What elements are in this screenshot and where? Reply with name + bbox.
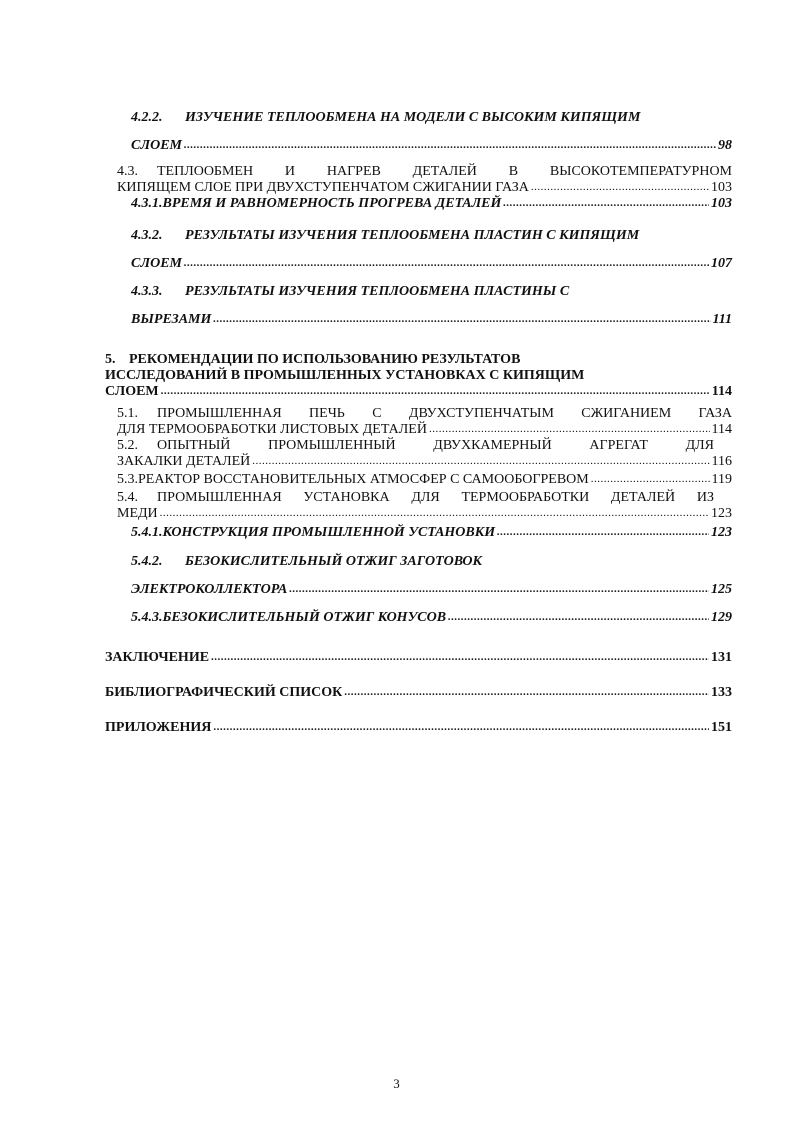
dot-leader xyxy=(213,305,710,333)
dot-leader xyxy=(591,471,710,487)
dot-leader xyxy=(160,505,709,521)
toc-entry-number: 5. xyxy=(105,352,116,367)
toc-page-number: 129 xyxy=(711,610,732,625)
toc-page-number: 119 xyxy=(711,472,732,487)
dot-leader xyxy=(503,195,709,211)
toc-entry-number: 5.3. xyxy=(117,472,138,487)
toc-entry-title-cont: СЛОЕМ xyxy=(131,138,183,153)
toc-entry-title: ОПЫТНЫЙ ПРОМЫШЛЕННЫЙ ДВУХКАМЕРНЫЙ АГРЕГАТ ДЛЯ xyxy=(157,438,714,453)
toc-entry-4-3-1[interactable] xyxy=(131,196,732,212)
toc-entry-4-3[interactable] xyxy=(117,164,732,196)
toc-page-number: 103 xyxy=(711,196,732,211)
toc-entry-number: 5.4.1. xyxy=(131,525,163,540)
toc-entry-5-4-3[interactable] xyxy=(131,604,732,632)
dot-leader xyxy=(289,575,709,603)
toc-entry-number: 4.3.3. xyxy=(131,284,163,299)
toc-entry-number: 5.4.2. xyxy=(131,554,163,569)
toc-page-number: 114 xyxy=(711,384,732,399)
toc-page-number: 98 xyxy=(718,138,732,153)
toc-page-number: 103 xyxy=(711,180,732,195)
toc-page-number: 123 xyxy=(711,506,732,521)
toc-entry-title-cont: ЗАКАЛКИ ДЕТАЛЕЙ xyxy=(117,454,251,469)
toc-entry-5-1[interactable] xyxy=(117,406,732,438)
toc-entry-title: ТЕПЛООБМЕН И НАГРЕВ ДЕТАЛЕЙ В ВЫСОКОТЕМПЕРАТУРНОМ xyxy=(157,164,732,179)
toc-entry-title-cont: ИССЛЕДОВАНИЙ В ПРОМЫШЛЕННЫХ УСТАНОВКАХ С КИПЯЩИМ xyxy=(105,368,585,383)
dot-leader xyxy=(184,131,716,159)
toc-page-number: 151 xyxy=(711,720,732,735)
toc-entry-title: ЗАКЛЮЧЕНИЕ xyxy=(105,650,210,665)
toc-entry-title: ПРИЛОЖЕНИЯ xyxy=(105,720,212,735)
toc-entry-title-cont: КИПЯЩЕМ СЛОЕ ПРИ ДВУХСТУПЕНЧАТОМ СЖИГАНИИ ГАЗА xyxy=(117,180,529,195)
toc-entry-4-3-3[interactable] xyxy=(131,278,732,334)
dot-leader xyxy=(429,421,710,437)
toc-entry-number: 5.4. xyxy=(117,490,138,505)
dot-leader xyxy=(184,249,709,277)
toc-entry-title-cont: ЭЛЕКТРОКОЛЛЕКТОРА xyxy=(131,582,288,597)
toc-entry-title: КОНСТРУКЦИЯ ПРОМЫШЛЕННОЙ УСТАНОВКИ xyxy=(162,525,496,540)
toc-entry-bibliography[interactable] xyxy=(105,677,732,709)
toc-entry-title: РЕЗУЛЬТАТЫ ИЗУЧЕНИЯ ТЕПЛООБМЕНА ПЛАСТИНЫ С xyxy=(185,284,570,299)
toc-entry-title: БИБЛИОГРАФИЧЕСКИЙ СПИСОК xyxy=(105,685,343,700)
dot-leader xyxy=(252,453,709,469)
dot-leader xyxy=(211,641,709,673)
toc-entry-5-3[interactable] xyxy=(117,472,732,488)
toc-entry-number: 4.2.2. xyxy=(131,110,163,125)
table-of-contents xyxy=(105,104,732,744)
toc-entry-5-4[interactable] xyxy=(117,490,732,522)
toc-entry-appendices[interactable] xyxy=(105,712,732,744)
toc-entry-4-3-2[interactable] xyxy=(131,222,732,278)
dot-leader xyxy=(531,179,709,195)
toc-entry-title: РЕКОМЕНДАЦИИ ПО ИСПОЛЬЗОВАНИЮ РЕЗУЛЬТАТОВ xyxy=(129,352,521,367)
toc-entry-5-2[interactable] xyxy=(117,438,732,470)
dot-leader xyxy=(448,603,709,631)
toc-entry-number: 4.3. xyxy=(117,164,138,179)
dot-leader xyxy=(497,523,709,541)
toc-page-number: 107 xyxy=(711,256,732,271)
dot-leader xyxy=(161,383,710,399)
toc-entry-title-cont: СЛОЕМ xyxy=(105,384,159,399)
toc-entry-title: ПРОМЫШЛЕННАЯ ПЕЧЬ С ДВУХСТУПЕНЧАТЫМ СЖИГАНИЕМ ГАЗА xyxy=(157,406,732,421)
toc-page-number: 123 xyxy=(711,525,732,540)
toc-entry-conclusion[interactable] xyxy=(105,642,732,674)
toc-entry-title-cont: ДЛЯ ТЕРМООБРАБОТКИ ЛИСТОВЫХ ДЕТАЛЕЙ xyxy=(117,422,427,437)
toc-entry-5-4-1[interactable] xyxy=(131,524,732,542)
toc-page-number: 111 xyxy=(712,312,732,327)
toc-entry-title: БЕЗОКИСЛИТЕЛЬНЫЙ ОТЖИГ ЗАГОТОВОК xyxy=(185,554,483,569)
dot-leader xyxy=(344,676,709,708)
toc-entry-title: ИЗУЧЕНИЕ ТЕПЛООБМЕНА НА МОДЕЛИ С ВЫСОКИМ КИПЯЩИМ xyxy=(185,110,641,125)
toc-entry-title: ВРЕМЯ И РАВНОМЕРНОСТЬ ПРОГРЕВА ДЕТАЛЕЙ xyxy=(162,196,502,211)
toc-entry-4-2-2[interactable] xyxy=(131,104,732,160)
toc-page-number: 114 xyxy=(711,422,732,437)
toc-entry-title-cont: ВЫРЕЗАМИ xyxy=(131,312,212,327)
toc-entry-number: 5.1. xyxy=(117,406,138,421)
toc-page-number: 116 xyxy=(711,454,732,469)
page-number: 3 xyxy=(393,1076,400,1091)
toc-page-number: 125 xyxy=(711,582,732,597)
toc-entry-number: 4.3.2. xyxy=(131,228,163,243)
toc-entry-5-4-2[interactable] xyxy=(131,548,732,604)
toc-entry-number: 5.2. xyxy=(117,438,138,453)
toc-entry-title: БЕЗОКИСЛИТЕЛЬНЫЙ ОТЖИГ КОНУСОВ xyxy=(162,610,447,625)
toc-entry-title: ПРОМЫШЛЕННАЯ УСТАНОВКА ДЛЯ ТЕРМООБРАБОТКИ ДЕТАЛЕЙ ИЗ xyxy=(157,490,714,505)
dot-leader xyxy=(213,711,709,743)
toc-entry-5[interactable] xyxy=(105,352,732,400)
toc-entry-title-cont: СЛОЕМ xyxy=(131,256,183,271)
toc-entry-title-cont: МЕДИ xyxy=(117,506,158,521)
toc-entry-number: 4.3.1. xyxy=(131,196,163,211)
toc-entry-number: 5.4.3. xyxy=(131,610,163,625)
toc-page-number: 131 xyxy=(711,650,732,665)
toc-entry-title: РЕЗУЛЬТАТЫ ИЗУЧЕНИЯ ТЕПЛООБМЕНА ПЛАСТИН С КИПЯЩИМ xyxy=(185,228,640,243)
toc-entry-title: РЕАКТОР ВОССТАНОВИТЕЛЬНЫХ АТМОСФЕР С САМООБОГРЕВОМ xyxy=(138,472,589,487)
toc-page-number: 133 xyxy=(711,685,732,700)
